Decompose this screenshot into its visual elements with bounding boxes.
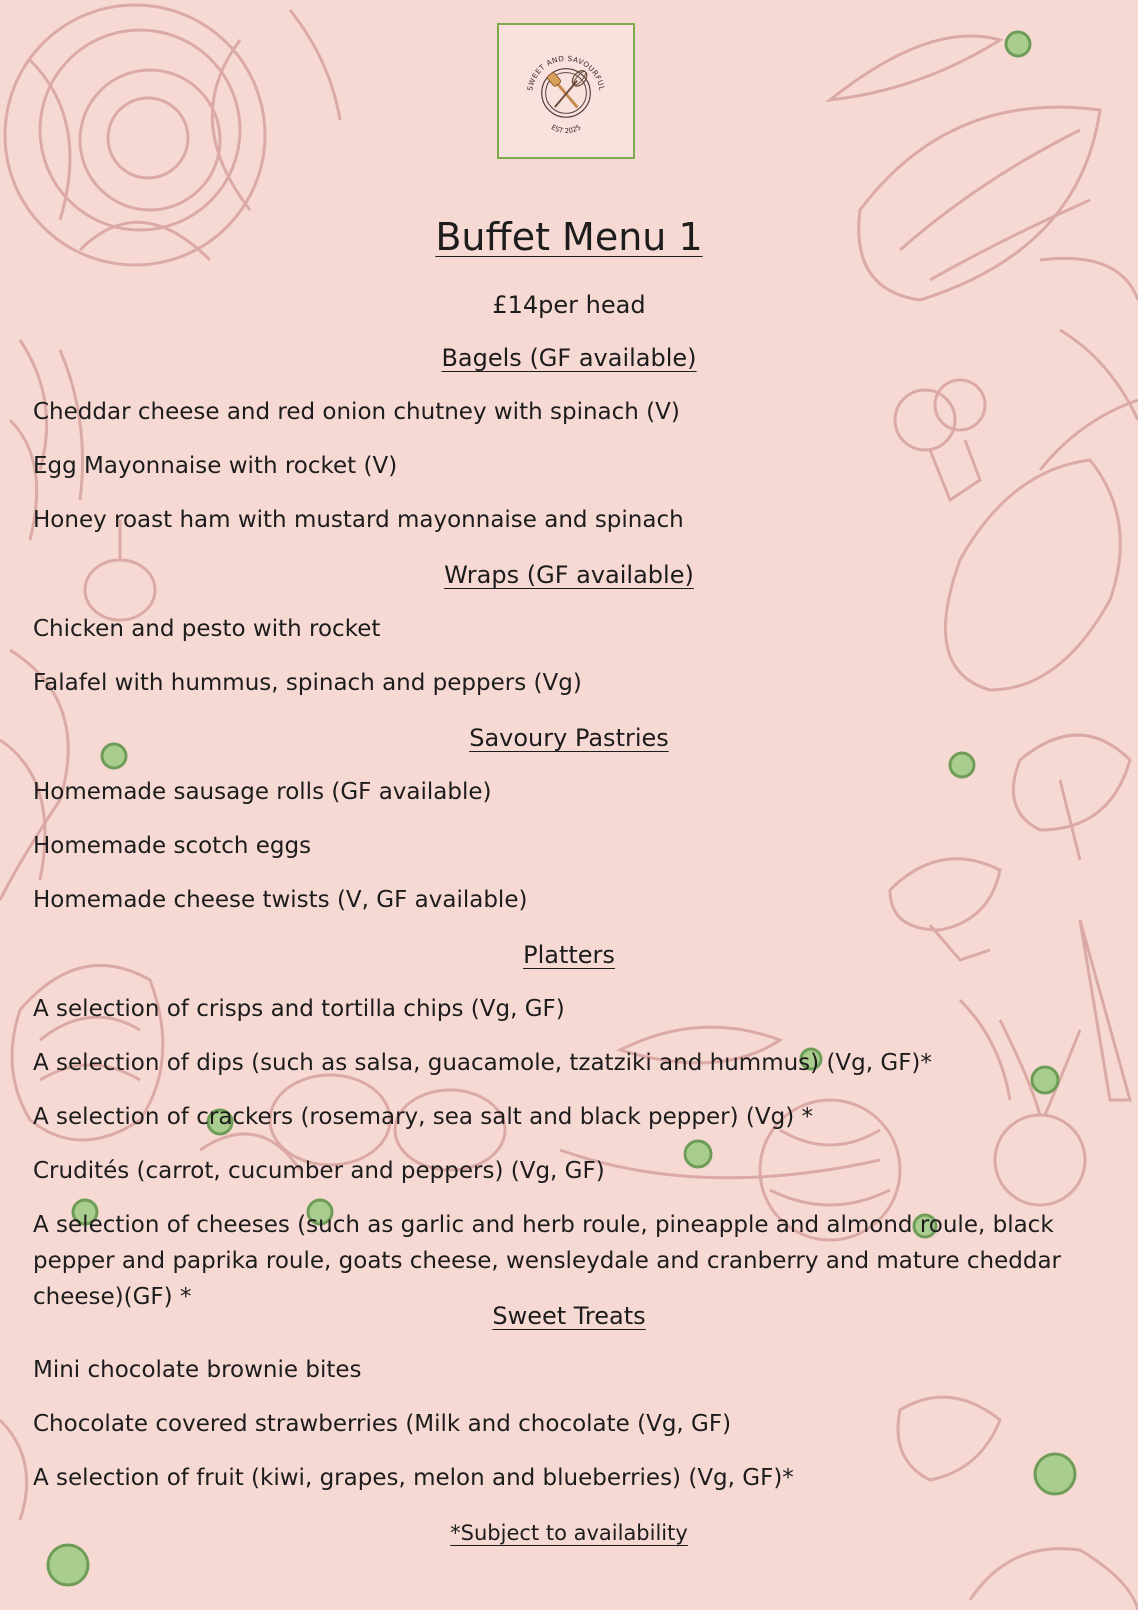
menu-item: A selection of crisps and tortilla chips (Vg, GF)	[33, 996, 565, 1022]
logo-ring-text: SWEET AND SAVOURFUL	[525, 53, 607, 92]
availability-footnote: *Subject to availability	[450, 1521, 688, 1545]
menu-item: Falafel with hummus, spinach and peppers (Vg)	[33, 670, 582, 696]
whisk-and-spatula-icon	[499, 25, 633, 157]
menu-item: A selection of dips (such as salsa, guacamole, tzatziki and hummus) (Vg, GF)*	[33, 1050, 932, 1076]
logo-est-text: EST 2025	[549, 123, 583, 136]
menu-item: Crudités (carrot, cucumber and peppers) (Vg, GF)	[33, 1158, 605, 1184]
menu-item: Homemade sausage rolls (GF available)	[33, 779, 492, 805]
menu-item: Homemade cheese twists (V, GF available)	[33, 887, 528, 913]
company-logo	[497, 23, 635, 159]
section-heading-platters: Platters	[523, 941, 615, 969]
menu-item: Honey roast ham with mustard mayonnaise and spinach	[33, 507, 684, 533]
menu-item: Egg Mayonnaise with rocket (V)	[33, 453, 398, 479]
menu-item: Chicken and pesto with rocket	[33, 616, 381, 642]
section-heading-bagels: Bagels (GF available)	[441, 344, 697, 372]
menu-item: Homemade scotch eggs	[33, 833, 312, 859]
section-heading-sweet-treats: Sweet Treats	[492, 1302, 646, 1330]
menu-title: Buffet Menu 1	[435, 215, 703, 259]
menu-item: A selection of fruit (kiwi, grapes, melon and blueberries) (Vg, GF)*	[33, 1465, 794, 1491]
menu-item: A selection of crackers (rosemary, sea salt and black pepper) (Vg) *	[33, 1104, 813, 1130]
section-heading-wraps: Wraps (GF available)	[444, 561, 694, 589]
section-heading-savoury-pastries: Savoury Pastries	[469, 724, 669, 752]
menu-item: Mini chocolate brownie bites	[33, 1357, 362, 1383]
menu-item: Chocolate covered strawberries (Milk and chocolate (Vg, GF)	[33, 1411, 732, 1437]
menu-item: Cheddar cheese and red onion chutney with spinach (V)	[33, 399, 680, 425]
menu-item: A selection of cheeses (such as garlic and herb roule, pineapple and almond roule, black pepper and paprika roule, goats cheese, wensleydale and cranberry and mature cheddar cheese)(GF) *	[33, 1212, 1061, 1310]
menu-price: £14per head	[492, 291, 646, 319]
